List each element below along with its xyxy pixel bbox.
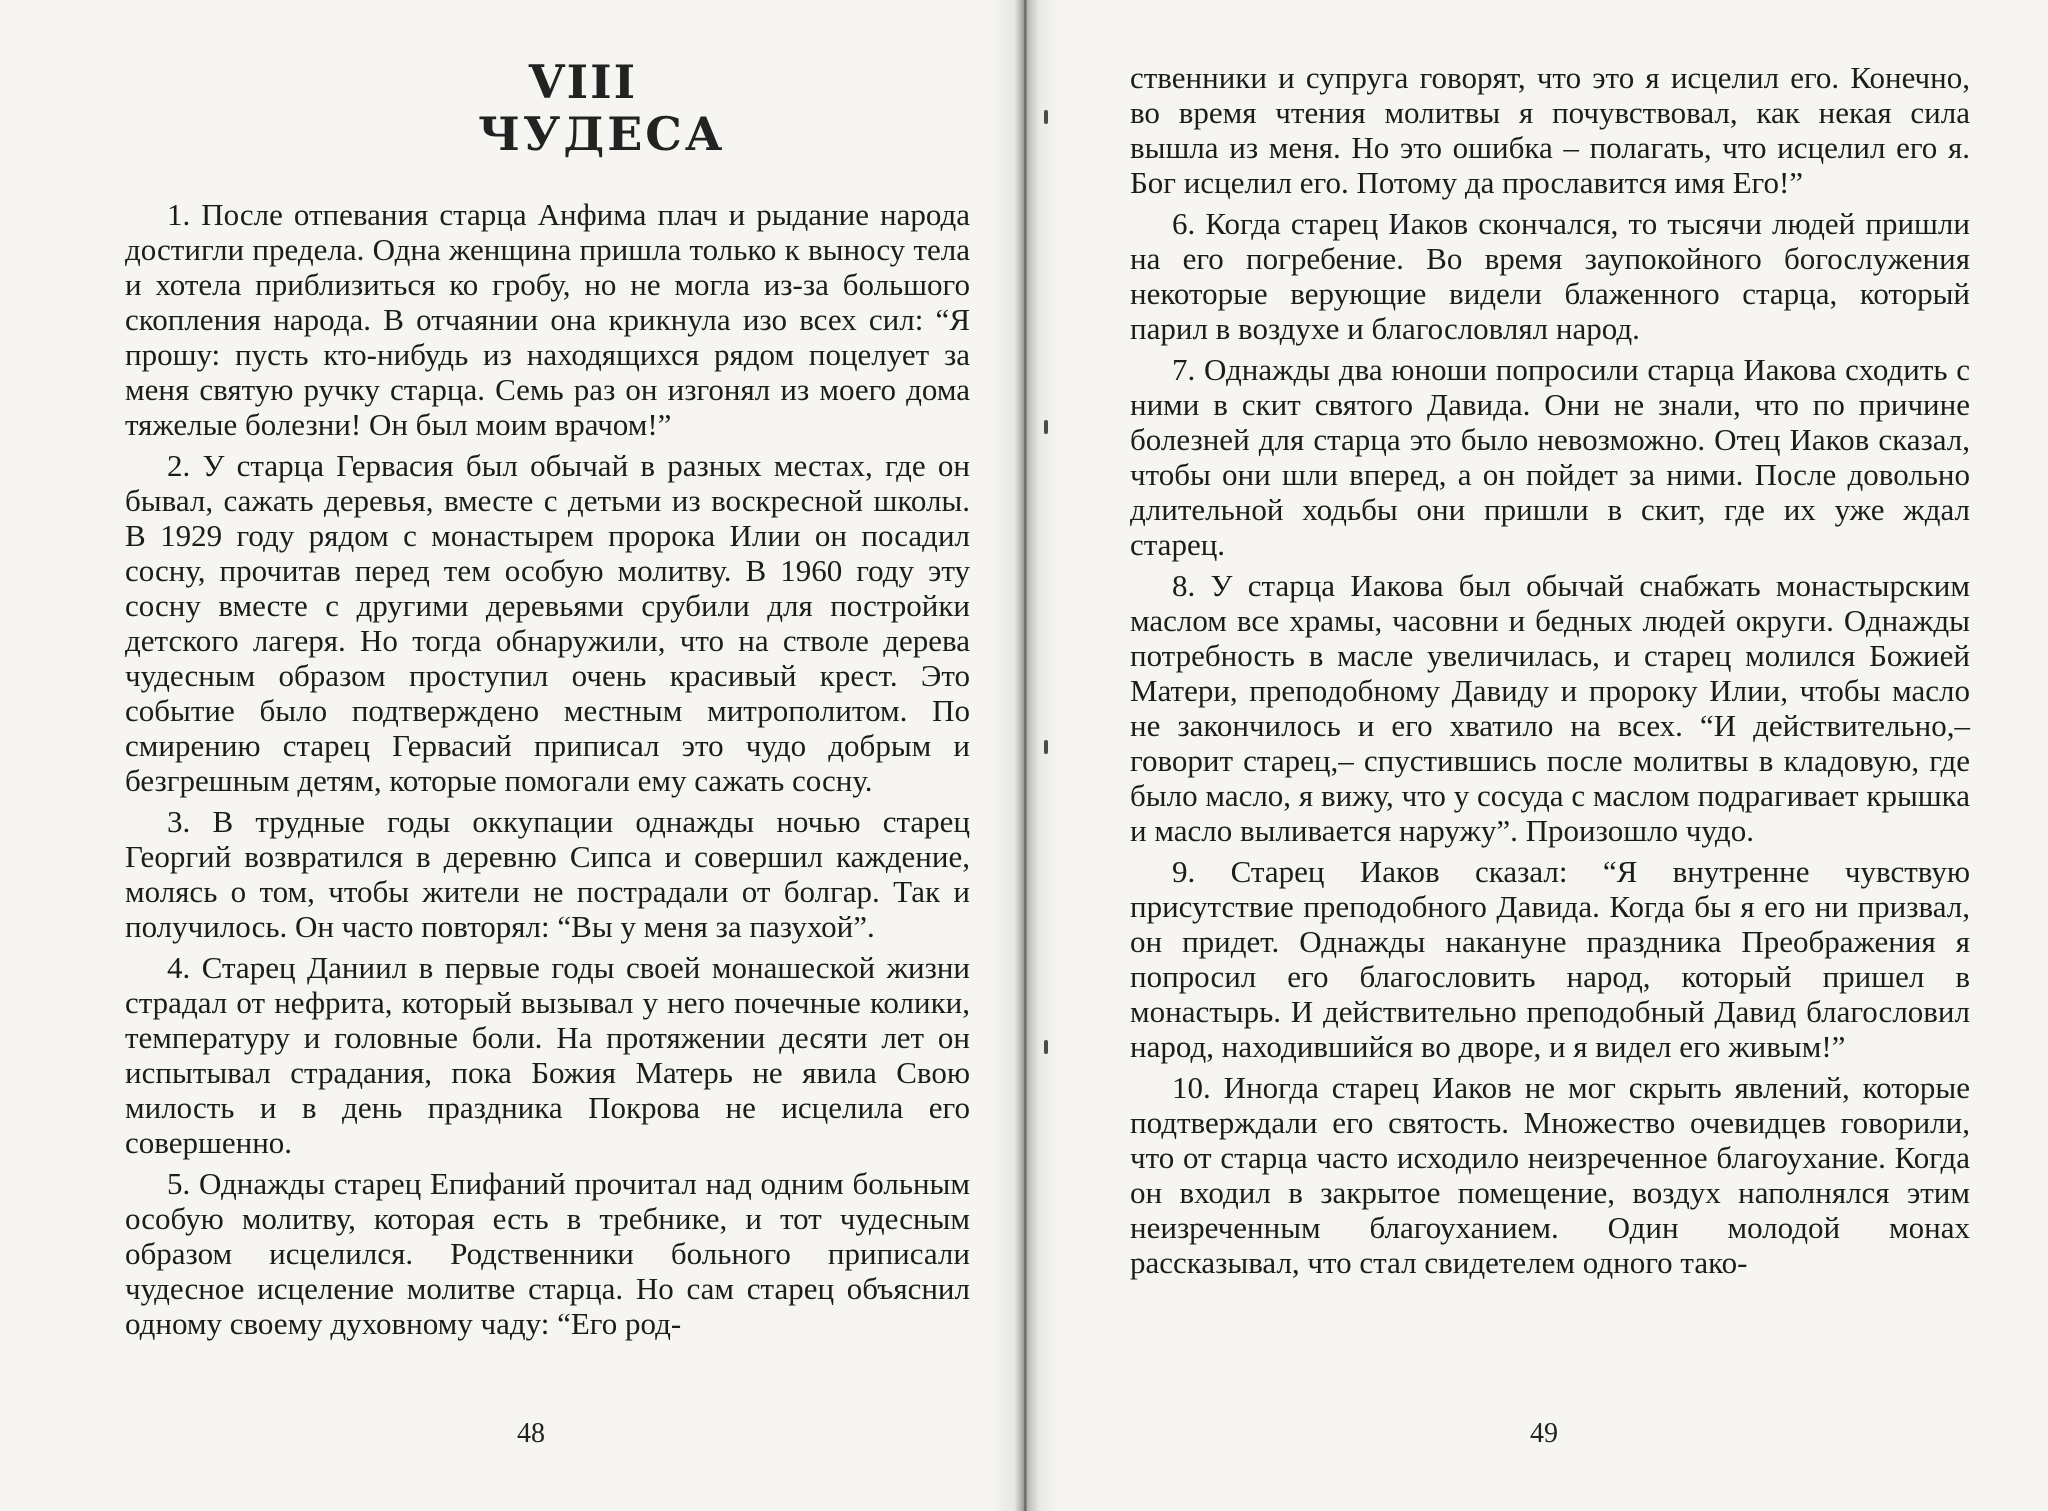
paragraph: 8. У старца Иакова был обычай снабжать монастырским маслом все храмы, часовни и бедных людей округи. Однажды потребность в масле увеличилась, и старец молился Божией Матери, преподобному Давиду и пророку Илии, чтобы масло не закончилось и его хватило на всех. “И действительно,– говорит старец,– спустившись после молитвы в кладовую, где было масло, я вижу, что у сосуда с маслом подрагивает крышка и масло выливается наружу”. Произошло чудо.	[1130, 568, 1970, 848]
binding-mark	[1044, 740, 1048, 754]
paragraph: 10. Иногда старец Иаков не мог скрыть явлений, которые подтверждали его святость. Множество очевидцев говорили, что от старца часто исходило неизреченное благоухание. Когда он входил в закрытое помещение, воздух наполнялся этим неизреченным благоуханием. Один молодой монах рассказывал, что стал свидетелем одного тако-	[1130, 1070, 1970, 1280]
paragraph: 4. Старец Даниил в первые годы своей монашеской жизни страдал от нефрита, который вызывал у него почечные колики, температуру и головные боли. На протяжении десяти лет он испытывал страдания, пока Божия Матерь не явила Свою милость и в день праздника Покрова не исцелила его совершенно.	[125, 950, 970, 1160]
paragraph: 9. Старец Иаков сказал: “Я внутренне чувствую присутствие преподобного Давида. Когда бы я его ни призвал, он придет. Однажды накануне праздника Преображения я попросил его благословить народ, который пришел в монастырь. И действительно преподобный Давид благословил народ, находившийся во дворе, и я видел его живым!”	[1130, 854, 1970, 1064]
right-page	[1036, 0, 2048, 1511]
paragraph: 1. После отпевания старца Анфима плач и рыдание народа достигли предела. Одна женщина пришла только к выносу тела и хотела приблизиться ко гробу, но не могла из-за большого скопления народа. В отчаянии она крикнула изо всех сил: “Я прошу: пусть кто-нибудь из находящихся рядом поцелует за меня святую ручку старца. Семь раз он изгонял из моего дома тяжелые болезни! Он был моим врачом!”	[125, 197, 970, 442]
binding-mark	[1044, 1040, 1048, 1054]
left-page	[0, 0, 1022, 1511]
binding-mark	[1044, 420, 1048, 434]
chapter-heading	[478, 55, 726, 162]
chapter-number: VIII	[528, 55, 638, 109]
right-text-column	[1130, 60, 1970, 1286]
paragraph: 5. Однажды старец Епифаний прочитал над одним больным особую молитву, которая есть в требнике, и тот чудесным образом исцелился. Родственники больного приписали чудесное исцеление молитве старца. Но сам старец объяснил одному своему духовному чаду: “Его род-	[125, 1166, 970, 1341]
binding-mark	[1044, 110, 1048, 124]
paragraph: 3. В трудные годы оккупации однажды ночью старец Георгий возвратился в деревню Сипса и совершил каждение, молясь о том, чтобы жители не пострадали от болгар. Так и получилось. Он часто повторял: “Вы у меня за пазухой”.	[125, 804, 970, 944]
paragraph-continuation: ственники и супруга говорят, что это я исцелил его. Конечно, во время чтения молитвы я почувствовал, как некая сила вышла из меня. Но это ошибка – полагать, что исцелил его я. Бог исцелил его. Потому да прославится имя Его!”	[1130, 60, 1970, 200]
paragraph: 6. Когда старец Иаков скончался, то тысячи людей пришли на его погребение. Во время заупокойного богослужения некоторые верующие видели блаженного старца, который парил в воздухе и благословлял народ.	[1130, 206, 1970, 346]
paragraph: 7. Однажды два юноши попросили старца Иакова сходить с ними в скит святого Давида. Они не знали, что по причине болезней для старца это было невозможно. Отец Иаков сказал, чтобы они шли вперед, а он пойдет за ними. После довольно длительной ходьбы они пришли в скит, где их уже ждал старец.	[1130, 352, 1970, 562]
chapter-title: ЧУДЕСА	[478, 107, 726, 162]
page-number-left: 48	[517, 1418, 545, 1449]
book-gutter	[990, 0, 1060, 1511]
page-number-right: 49	[1530, 1418, 1558, 1449]
left-text-column	[125, 197, 970, 1347]
paragraph: 2. У старца Гервасия был обычай в разных местах, где он бывал, сажать деревья, вместе с детьми из воскресной школы. В 1929 году рядом с монастырем пророка Илии он посадил сосну, прочитав перед тем особую молитву. В 1960 году эту сосну вместе с другими деревьями срубили для постройки детского лагеря. Но тогда обнаружили, что на стволе дерева чудесным образом проступил очень красивый крест. Это событие было подтверждено местным митрополитом. По смирению старец Гервасий приписал это чудо добрым и безгрешным детям, которые помогали ему сажать сосну.	[125, 448, 970, 798]
